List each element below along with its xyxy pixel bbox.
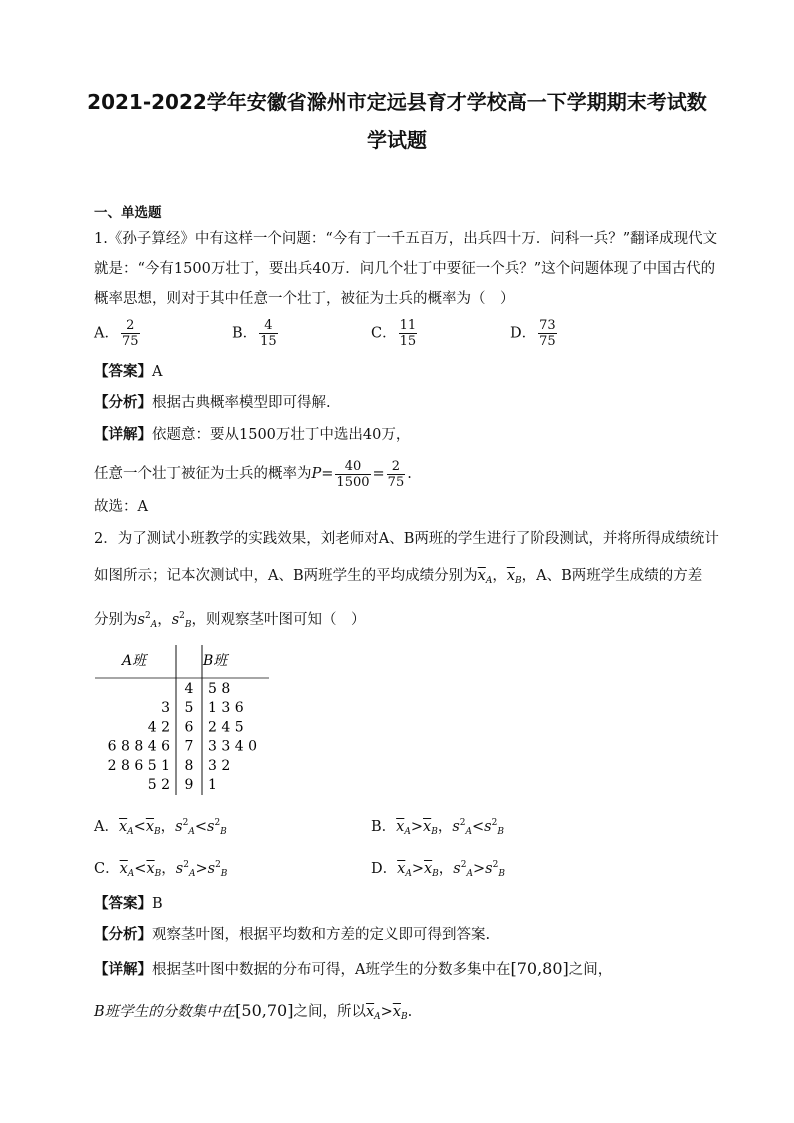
stem-leaf-a-leaves: 5 2 — [147, 777, 170, 793]
q2-option-c: C．$\overline{x}_A<\overline{x}_B$，$s^2_A>s^2_B$ — [94, 860, 228, 879]
q1-line-1: 1.《孙子算经》中有这样一个问题：“今有丁一千五百万，出兵四十万．问科一兵？”翻译成现代文 — [94, 231, 718, 247]
stem-leaf-plot — [95, 645, 275, 800]
stem-leaf-stem: 5 — [184, 700, 194, 717]
q2-detail-1: 【详解】根据茎叶图中数据的分布可得，A班学生的分数多集中在[70,80]之间， — [94, 959, 613, 978]
stem-leaf-stem: 4 — [184, 681, 194, 697]
stem-leaf-header-b: B班 — [203, 653, 228, 669]
q2-line-3: 分别为$s^2_A$，$s^2_B$，则观察茎叶图可知（ ） — [94, 611, 366, 630]
q2-option-d: D．$\overline{x}_A>\overline{x}_B$，$s^2_A>s^2_B$ — [371, 860, 505, 879]
q1-detail-1: 【详解】依题意：要从1500万壮丁中选出40万， — [94, 427, 411, 443]
q2-answer: 【答案】B — [94, 896, 163, 912]
q1-line-2: 就是：“今有1500万壮丁，要出兵40万．问几个壮丁中要征一个兵？”这个问题体现了中国古代的 — [94, 261, 716, 277]
stem-leaf-a-leaves: 4 2 — [147, 719, 170, 736]
stem-leaf-b-leaves: 5 8 — [208, 681, 231, 697]
stem-leaf-b-leaves: 3 2 — [208, 757, 231, 774]
stem-leaf-stem: 7 — [184, 738, 194, 755]
q1-option-d: D． $\frac{73}{75}$ — [510, 318, 556, 349]
stem-leaf-stem: 9 — [184, 777, 194, 793]
stem-leaf-a-leaves: 3 — [161, 700, 170, 717]
stem-leaf-a-leaves: 6 8 8 4 6 — [107, 738, 170, 755]
stem-leaf-stem: 8 — [184, 757, 194, 774]
q1-option-b: B． $\frac{4}{15}$ — [232, 318, 277, 349]
section-heading: 一、单选题 — [94, 205, 162, 221]
stem-leaf-b-leaves: 1 — [208, 777, 217, 793]
q2-detail-2: B班学生的分数集中在[50,70]之间，所以$\overline{x}_A>\overline{x}_B$. — [94, 1001, 413, 1022]
q1-line-3: 概率思想，则对于其中任意一个壮丁，被征为士兵的概率为（ ） — [94, 291, 515, 307]
q2-option-a: A．$\overline{x}_A<\overline{x}_B$，$s^2_A<s^2_B$ — [94, 818, 227, 837]
q1-option-a: A． $\frac{2}{75}$ — [94, 318, 139, 349]
q1-choose: 故选：A — [94, 499, 148, 515]
stem-leaf-b-leaves: 3 3 4 0 — [208, 738, 257, 755]
q2-line-1: 2．为了测试小班教学的实践效果，刘老师对A、B两班的学生进行了阶段测试，并将所得成绩统计 — [94, 531, 719, 547]
title-line-2: 学试题 — [367, 128, 427, 152]
q1-option-c: C． $\frac{11}{15}$ — [371, 318, 417, 349]
stem-leaf-a-leaves: 2 8 6 5 1 — [107, 757, 170, 774]
stem-leaf-stem: 6 — [184, 719, 194, 736]
stem-leaf-b-leaves: 1 3 6 — [208, 700, 244, 717]
q1-answer: 【答案】A — [94, 364, 163, 380]
q2-analysis: 【分析】观察茎叶图，根据平均数和方差的定义即可得到答案. — [94, 927, 491, 943]
stem-leaf-header-a: A班 — [122, 653, 147, 669]
q1-analysis: 【分析】根据古典概率模型即可得解. — [94, 395, 331, 411]
q2-option-b: B．$\overline{x}_A>\overline{x}_B$，$s^2_A<s^2_B$ — [371, 818, 504, 837]
q1-detail-2: 任意一个壮丁被征为士兵的概率为P= $\frac{40}{1500}$ = $\frac{2}{75}$ . — [94, 458, 412, 490]
q2-line-2: 如图所示；记本次测试中，A、B两班学生的平均成绩分别为$\overline{x}_A$，$\overline{x}_B$，A、B两班学生成绩的方差 — [94, 568, 703, 586]
title-line-1: 2021-2022学年安徽省滁州市定远县育才学校高一下学期期末考试数 — [87, 90, 707, 114]
stem-leaf-b-leaves: 2 4 5 — [208, 719, 244, 736]
